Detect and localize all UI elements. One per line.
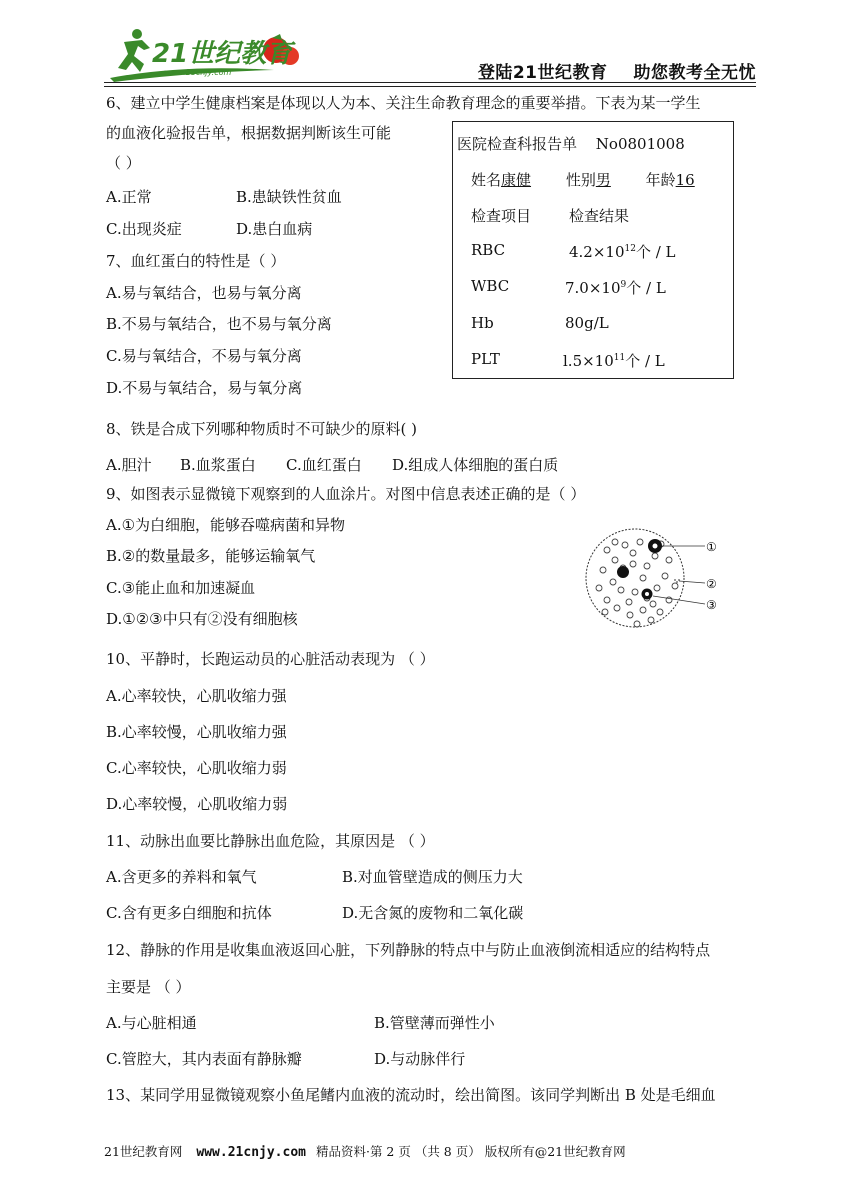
q9-option-d: D.①②③中只有②没有细胞核 [106,610,298,628]
logo-graphic [104,20,314,84]
logo-text: 21世纪教育 [152,39,293,69]
report-row-item: PLT [471,350,500,368]
q6-stem-line2: 的血液化验报告单，根据数据判断该生可能 [106,124,392,142]
report-row-item: RBC [471,241,506,259]
label-1: ① [706,540,717,554]
name-label: 姓名 [471,171,502,189]
q6-option-c: C.出现炎症 [106,220,182,238]
report-row-result: $4.2\times 10^{12}$个 / L [569,243,676,261]
q9-option-a: A.①为白细胞，能够吞噬病菌和异物 [106,516,346,534]
report-row-item: Hb [471,314,494,332]
q12-option-c: C.管腔大，其内表面有静脉瓣 [106,1050,302,1068]
blood-report [452,121,734,379]
q9-stem: 9、如图表示显微镜下观察到的人血涂片。对图中信息表述正确的是（ ） [106,485,586,503]
footer-text: 精品资料·第 2 页 （共 8 页） 版权所有@21世纪教育网 [315,1144,626,1159]
q8-option-d: D.组成人体细胞的蛋白质 [392,456,559,474]
report-col-result: 检查结果 [569,207,630,225]
q6-option-a: A.正常 [106,188,152,206]
report-title-line [457,133,685,154]
q10-option-c: C.心率较快，心肌收缩力弱 [106,759,287,777]
q7-option-a: A.易与氧结合，也易与氧分离 [106,284,302,302]
q11-stem: 11、动脉出血要比静脉出血危险，其原因是 （ ） [106,832,435,850]
q12-option-b: B.管壁薄而弹性小 [374,1014,495,1032]
q6-option-d: D.患白血病 [236,220,313,238]
q11-option-a: A.含更多的养料和氧气 [106,868,257,886]
q6-option-b: B.患缺铁性贫血 [236,188,342,206]
q11-option-c: C.含有更多白细胞和抗体 [106,904,272,922]
report-title: 医院检查科报告单 [457,135,578,153]
q7-stem: 7、血红蛋白的特性是（ ） [106,252,286,270]
age-value: 16 [675,171,695,189]
header-slogan [478,58,756,83]
report-patient-line [471,169,695,190]
q11-option-d: D.无含氮的废物和二氧化碳 [342,904,524,922]
report-number: No0801008 [595,135,685,153]
q9-option-c: C.③能止血和加速凝血 [106,579,256,597]
report-row-item: WBC [471,277,510,295]
header-rule [104,82,756,83]
q13-stem-line1: 13、某同学用显微镜观察小鱼尾鳍内血液的流动时，绘出简图。该同学判断出 B 处是毛细血 [106,1086,716,1104]
q10-option-d: D.心率较慢，心肌收缩力弱 [106,795,288,813]
q7-option-c: C.易与氧结合，不易与氧分离 [106,347,302,365]
q8-option-a: A.胆汁 [106,456,152,474]
logo [104,20,314,84]
q6-stem-line1: 6、建立中学生健康档案是体现以人为本、关注生命教育理念的重要举措。下表为某一学生 [106,94,701,112]
report-col-item: 检查项目 [471,207,532,225]
report-row-result: 80g/L [565,314,609,332]
q10-stem: 10、平静时，长跑运动员的心脏活动表现为 （ ） [106,650,435,668]
footer-url[interactable]: www.21cnjy.com [196,1145,306,1160]
report-row-result: $l.5\times 10^{11}$个 / L [563,352,665,370]
q7-option-b: B.不易与氧结合，也不易与氧分离 [106,315,332,333]
q9-option-b: B.②的数量最多，能够运输氧气 [106,547,316,565]
slogan-left: 登陆21世纪教育 [477,63,608,83]
q6-paren: （ ） [106,154,141,172]
q12-option-a: A.与心脏相通 [106,1014,197,1032]
blood-smear-figure [585,520,735,644]
sex-label: 性别 [565,171,596,189]
label-3: ③ [706,598,717,612]
q8-option-c: C.血红蛋白 [286,456,362,474]
logo-url: www.21cnjy.com [164,68,232,77]
q12-stem-line1: 12、静脉的作用是收集血液返回心脏，下列静脉的特点中与防止血液倒流相适应的结构特点 [106,941,711,959]
footer-site: 21世纪教育网 [104,1144,183,1159]
sex-value: 男 [595,171,611,189]
age-label: 年龄 [645,171,676,189]
q12-stem-line2: 主要是 （ ） [106,978,191,996]
q10-option-b: B.心率较慢，心肌收缩力强 [106,723,287,741]
blood-smear-svg [585,520,735,640]
q10-option-a: A.心率较快，心肌收缩力强 [106,687,287,705]
q12-option-d: D.与动脉伴行 [374,1050,466,1068]
header-rule-thin [104,86,756,87]
q8-stem: 8、铁是合成下列哪种物质时不可缺少的原料( ) [106,420,418,438]
slogan-right: 助您教考全无忧 [633,63,756,83]
q11-option-b: B.对血管壁造成的侧压力大 [342,868,523,886]
name-value: 康健 [501,171,532,189]
label-2: ② [706,577,717,591]
q8-option-b: B.血浆蛋白 [180,456,256,474]
report-row-result: $7.0\times 10^9$个 / L [565,279,666,297]
page-footer [104,1142,626,1160]
q7-option-d: D.不易与氧结合，易与氧分离 [106,379,303,397]
